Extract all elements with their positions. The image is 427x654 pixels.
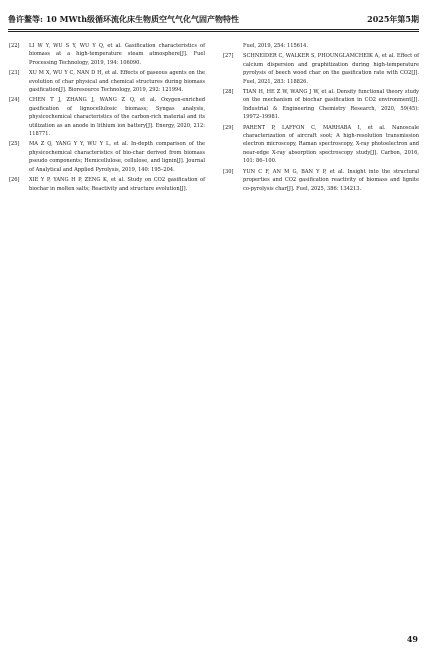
reference-number: [24] [9, 97, 20, 104]
reference-text: LI W Y, WU S Y, WU Y Q, et al. Gasification characteristics of biomass at a high-temperature steam atmosphere[J]. Fuel Processing Technology, 2019, 194: 106090. [29, 43, 205, 66]
reference-item [9, 96, 205, 138]
header-rule [8, 29, 419, 30]
reference-item [9, 69, 205, 94]
reference-item [223, 124, 419, 166]
reference-number: [22] [9, 43, 20, 49]
reference-text: MA Z Q, YANG Y Y, WU Y L, et al. In-depth comparison of the physicochemical characteristics of bio-char derived from biomass pseudo components; Hemicellulose, cellulose, and lignin[J]. Journal of Analytical and Applied Pyrolysis, 2019, 140: 195–204. [29, 141, 205, 173]
reference-text: XU M X, WU Y C, NAN D H, et al. Effects of gaseous agents on the evolution of char physical and chemical structures during biomass gasification[J]. Bioresource Technology, 2019, 292: 121994. [29, 70, 205, 94]
reference-number: [23] [9, 70, 20, 77]
reference-text: Fuel, 2019, 254: 115614. [243, 43, 309, 49]
reference-item [9, 140, 205, 174]
reference-item [223, 52, 419, 86]
reference-number: [29] [223, 124, 234, 131]
reference-item [223, 168, 419, 193]
reference-text: CHEN T J, ZHANG J, WANG Z Q, et al. Oxygen-enriched gasification of lignocellulosic biomass; Syngas analysis, physicochemical characteristics of the carbon-rich material and its utilization as an anode in lithium ion battery[J]. Energy, 2020, 212: 118771. [29, 97, 205, 138]
page-number: 49 [406, 634, 418, 644]
reference-text: SCHNEIDER C, WALKER S, PHOUNGLAMCHEIK A, et al. Effect of calcium dispersion and graphitization during high-temperature pyrolysis of beech wood char on the gasification rate with CO2[J]. Fuel, 2021, 283: 118826. [243, 53, 419, 85]
reference-text: YUN C F, AN M G, BAN Y P, et al. Insight into the structural properties and CO2 gasification reactivity of biomass and lignite co-pyrolysis char[J]. Fuel, 2025, 386: 134213. [243, 168, 419, 192]
reference-item [9, 176, 205, 193]
header-rule-thin [8, 31, 419, 32]
reference-text: XIE Y P, YANG H P, ZENG K, et al. Study on CO2 gasification of biochar in molten salts; Reactivity and structure evolution[J]. [29, 177, 205, 192]
reference-number: [27] [223, 53, 234, 60]
issue-label: 2025年第5期 [367, 14, 419, 24]
reference-number: [26] [9, 177, 20, 184]
reference-item [9, 42, 205, 67]
references-left-column [9, 42, 205, 195]
page-header [8, 4, 419, 32]
references-right-column [223, 42, 419, 195]
reference-number: [28] [223, 89, 234, 96]
reference-item [223, 88, 419, 122]
running-title: 鲁许鳌等: 10 MWth级循环流化床生物质空气气化气固产物特性 [8, 14, 240, 24]
reference-item-continued [223, 42, 419, 50]
reference-number: [30] [223, 168, 234, 175]
reference-number: [25] [9, 141, 20, 148]
reference-text: PARENT P, LAFFON C, MARHABA I, et al. Nanoscale characterization of aircraft soot; A high-resolution transmission electron microscopy, Raman spectroscopy, X-ray photoelectron and near-edge X-ray absorption spectroscopy study[J]. Carbon, 2016, 101: 86–100. [243, 124, 419, 165]
reference-text: TIAN H, HE Z W, WANG J W, et al. Density functional theory study on the mechanism of biochar gasification in CO2 environment[J]. Industrial & Engineering Chemistry Research, 2020, 59(45): 19972–19981. [243, 89, 419, 121]
